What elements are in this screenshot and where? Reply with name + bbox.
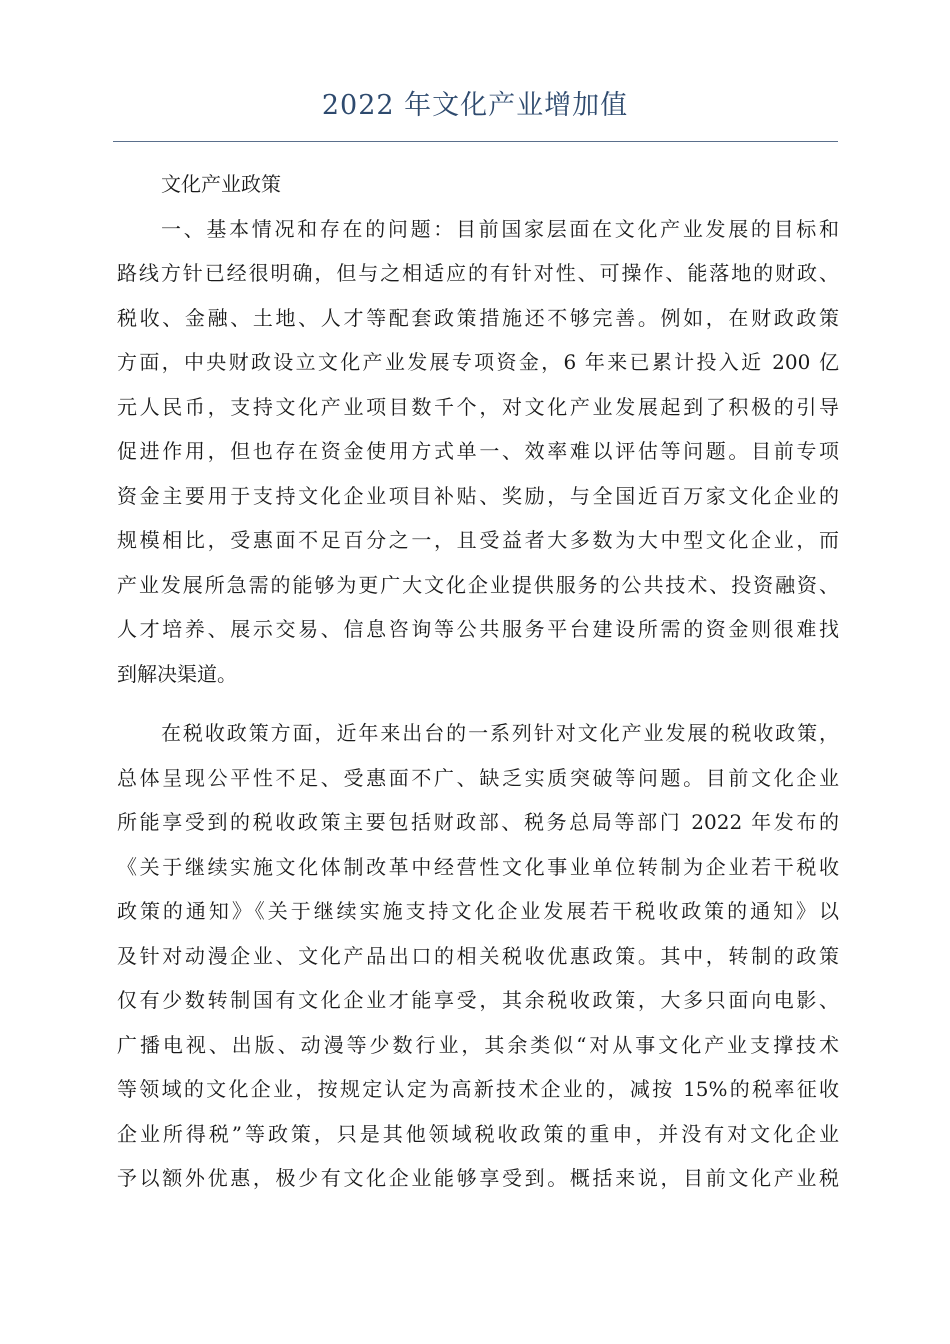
paragraph-line: 广播电视、出版、动漫等少数行业，其余类似“对从事文化产业支撑技术 xyxy=(117,1032,839,1057)
paragraph-line: 《关于继续实施文化体制改革中经营性文化事业单位转制为企业若干税收 xyxy=(117,854,839,879)
document-title: 2022 年文化产业增加值 xyxy=(321,90,629,121)
paragraph-line: 在税收政策方面，近年来出台的一系列针对文化产业发展的税收政策， xyxy=(161,721,839,745)
paragraph-line: 方面，中央财政设立文化产业发展专项资金，6 年来已累计投入近 200 亿 xyxy=(117,350,839,374)
paragraph-line: 仅有少数转制国有文化企业才能享受，其余税收政策，大多只面向电影、 xyxy=(117,988,839,1012)
paragraph-line: 予以额外优惠，极少有文化企业能够享受到。概括来说，目前文化产业税 xyxy=(117,1166,839,1190)
paragraph-line: 促进作用，但也存在资金使用方式单一、效率难以评估等问题。目前专项 xyxy=(117,439,839,463)
paragraph-line: 人才培养、展示交易、信息咨询等公共服务平台建设所需的资金则很难找 xyxy=(117,617,839,641)
paragraph-line: 总体呈现公平性不足、受惠面不广、缺乏实质突破等问题。目前文化企业 xyxy=(117,765,839,790)
paragraph-line: 一、基本情况和存在的问题：目前国家层面在文化产业发展的目标和 xyxy=(161,216,839,241)
paragraph-line: 规模相比，受惠面不足百分之一，且受益者大多数为大中型文化企业，而 xyxy=(117,528,839,552)
paragraph-line: 及针对动漫企业、文化产品出口的相关税收优惠政策。其中，转制的政策 xyxy=(117,943,839,968)
paragraph-2 xyxy=(117,711,839,1201)
paragraph-line: 政策的通知》《关于继续实施支持文化企业发展若干税收政策的通知》以 xyxy=(117,899,839,923)
paragraph-line: 等领域的文化企业，按规定认定为高新技术企业的，减按 15%的税率征收 xyxy=(117,1077,839,1101)
title-divider xyxy=(113,141,838,142)
paragraph-line: 元人民币，支持文化产业项目数千个，对文化产业发展起到了积极的引导 xyxy=(117,394,839,419)
paragraph-1 xyxy=(117,207,839,697)
paragraph-line: 资金主要用于支持文化企业项目补贴、奖励，与全国近百万家文化企业的 xyxy=(117,483,839,508)
paragraph-line: 路线方针已经很明确，但与之相适应的有针对性、可操作、能落地的财政、 xyxy=(117,261,839,285)
paragraph-line: 税收、金融、土地、人才等配套政策措施还不够完善。例如，在财政政策 xyxy=(117,305,839,330)
paragraph-line: 到解决渠道。 xyxy=(117,661,237,686)
paragraph-line: 产业发展所急需的能够为更广大文化企业提供服务的公共技术、投资融资、 xyxy=(117,572,839,597)
paragraph-gap xyxy=(117,696,839,711)
section-heading: 文化产业政策 xyxy=(161,172,281,196)
paragraph-line: 企业所得税”等政策，只是其他领域税收政策的重申，并没有对文化企业 xyxy=(117,1121,839,1146)
document-body xyxy=(117,162,839,1201)
paragraph-line: 所能享受到的税收政策主要包括财政部、税务总局等部门 2022 年发布的 xyxy=(117,810,839,834)
